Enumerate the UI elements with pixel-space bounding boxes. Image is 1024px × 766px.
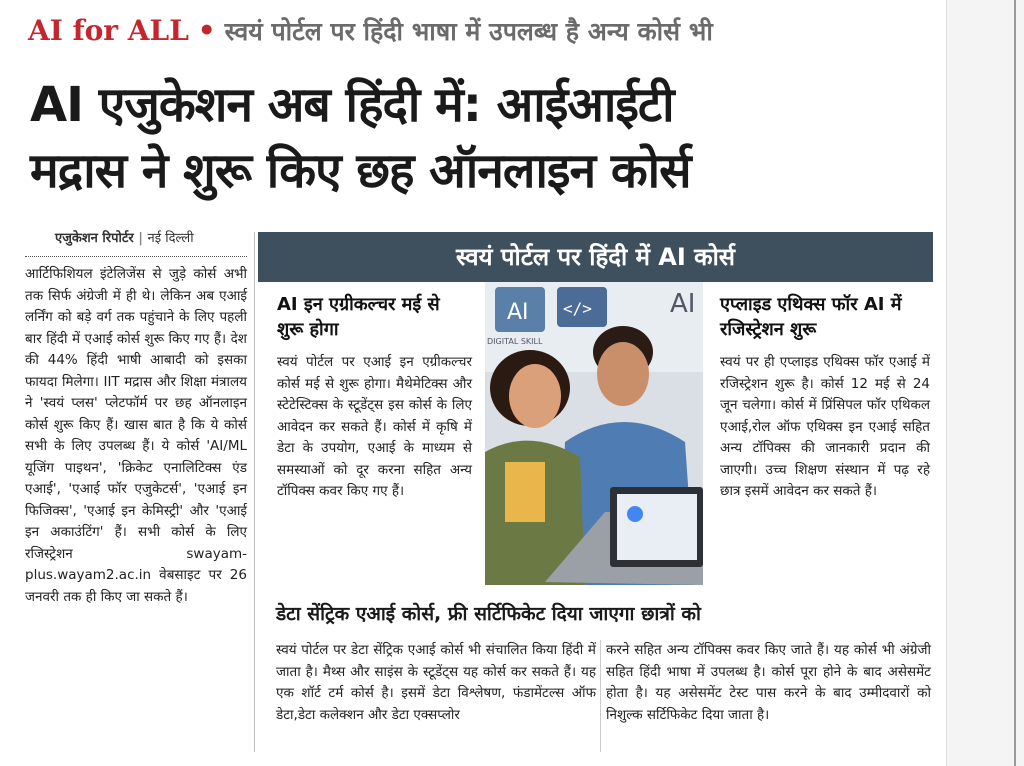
middle-column [277, 292, 472, 503]
kicker-brand: AI for ALL [28, 14, 189, 47]
page-edge [946, 0, 1024, 766]
sign-ai-2: AI [670, 289, 696, 319]
right-heading: एप्लाइड एथिक्स फॉर AI में रजिस्ट्रेशन शुरू [720, 294, 902, 340]
byline [55, 228, 194, 246]
kicker-bullet: • [197, 14, 216, 47]
middle-heading: AI इन एग्रीकल्चर मई से शुरू होगा [277, 294, 440, 340]
sign-ai: AI [507, 300, 529, 325]
headline-line-1: AI एजुकेशन अब हिंदी में: आईआईटी [30, 77, 674, 133]
byline-divider [25, 256, 247, 257]
bottom-heading: डेटा सेंट्रिक एआई कोर्स, फ्री सर्टिफिकेट दिया जाएगा छात्रों को [276, 603, 701, 625]
students-laptop-photo [485, 282, 703, 585]
kicker-text: स्वयं पोर्टल पर हिंदी भाषा में उपलब्ध है अन्य कोर्स भी [224, 17, 713, 46]
section-banner: स्वयं पोर्टल पर हिंदी में AI कोर्स [258, 232, 933, 282]
bottom-body-2: करने सहित अन्य टॉपिक्स कवर किए जाते हैं। यह कोर्स भी अंग्रेजी सहित हिंदी भाषा में उपलब्ध है। कोर्स पूरा होने के बाद असेसमेंट होता है। यह असेसमेंट टेस्ट पास करने के बाद उम्मीदवारों को निशुल्क सर्टिफिकेट दिया जाता है। [606, 642, 931, 723]
headline-line-2: मद्रास ने शुरू किए छह ऑनलाइन कोर्स [30, 143, 691, 199]
byline-reporter: एजुकेशन रिपोर्टर [55, 231, 134, 246]
right-body: स्वयं पर ही एप्लाइड एथिक्स फॉर एआई में रजिस्ट्रेशन शुरू है। कोर्स 12 मई से 24 जून चलेगा। कोर्स में प्रिंसिपल फॉर एथिकल एआई,रोल ऑफ एथिक्स इन एआई सहित अन्य टॉपिक्स की जानकारी प्रदान की जाएगी। उच्च शिक्षण संस्थान में पढ़ रहे छात्र इसमें आवेदन कर सकते हैं। [720, 354, 930, 499]
sign-digital: DIGITAL SKILL [487, 337, 543, 346]
byline-place: नई दिल्ली [147, 231, 194, 246]
column-divider [254, 232, 255, 752]
left-column-body: आर्टिफिशियल इंटेलिजेंस से जुड़े कोर्स अभी तक सिर्फ अंग्रेजी में ही थे। लेकिन अब एआई लर्निंग को बड़े वर्ग तक पहुंचाने के लिए पहली बार हिंदी में एआई कोर्स शुरू किए गए हैं। देश की 44% हिंदी भाषी आबादी को इसका फायदा मिलेगा। IIT मद्रास और शिक्षा मंत्रालय ने 'स्वयं प्लस' प्लेटफॉर्म पर छह ऑनलाइन कोर्स शुरू किए हैं। खास बात है कि ये कोर्स सभी के लिए उपलब्ध हैं। ये कोर्स 'AI/ML यूजिंग पाइथन', 'क्रिकेट एनालिटिक्स एंड एआई', 'एआई फॉर एजुकेटर्स', 'एआई इन फिजिक्स', 'एआई इन केमिस्ट्री' और 'एआई इन अकाउंटिंग' हैं। सभी कोर्स के लिए रजिस्ट्रेशन swayam-plus.wayam2.ac.in वेबसाइट पर 26 जनवरी तक ही किए जा सकते हैं। [25, 266, 247, 605]
sign-code: </> [563, 299, 592, 318]
bottom-body-1: स्वयं पोर्टल पर डेटा सेंट्रिक एआई कोर्स भी संचालित किया हिंदी में जाता है। मैथ्स और साइंस के स्टूडेंट्स यह कोर्स कर सकते हैं। यह एक शॉर्ट टर्म कोर्स है। इसमें डेटा विश्लेषण, फंडामेंटल्स ऑफ डेटा,डेटा कलेक्शन और डेटा एक्सप्लोर [276, 642, 596, 723]
kicker [28, 14, 713, 48]
byline-separator: | [138, 231, 143, 246]
right-column [720, 292, 930, 503]
middle-body: स्वयं पोर्टल पर एआई इन एग्रीकल्चर कोर्स मई से शुरू होगा। मैथेमेटिक्स और स्टेटेस्टिक्स के स्टूडेंट्स इस कोर्स के लिए आवेदन कर सकते हैं। कोर्स में कृषि में डेटा के उपयोग, एआई के माध्यम से समस्याओं को दूर करना सहित अन्य टॉपिक्स कवर किए गए हैं। [277, 354, 472, 499]
headline [30, 72, 940, 204]
bottom-column-divider [600, 640, 601, 752]
